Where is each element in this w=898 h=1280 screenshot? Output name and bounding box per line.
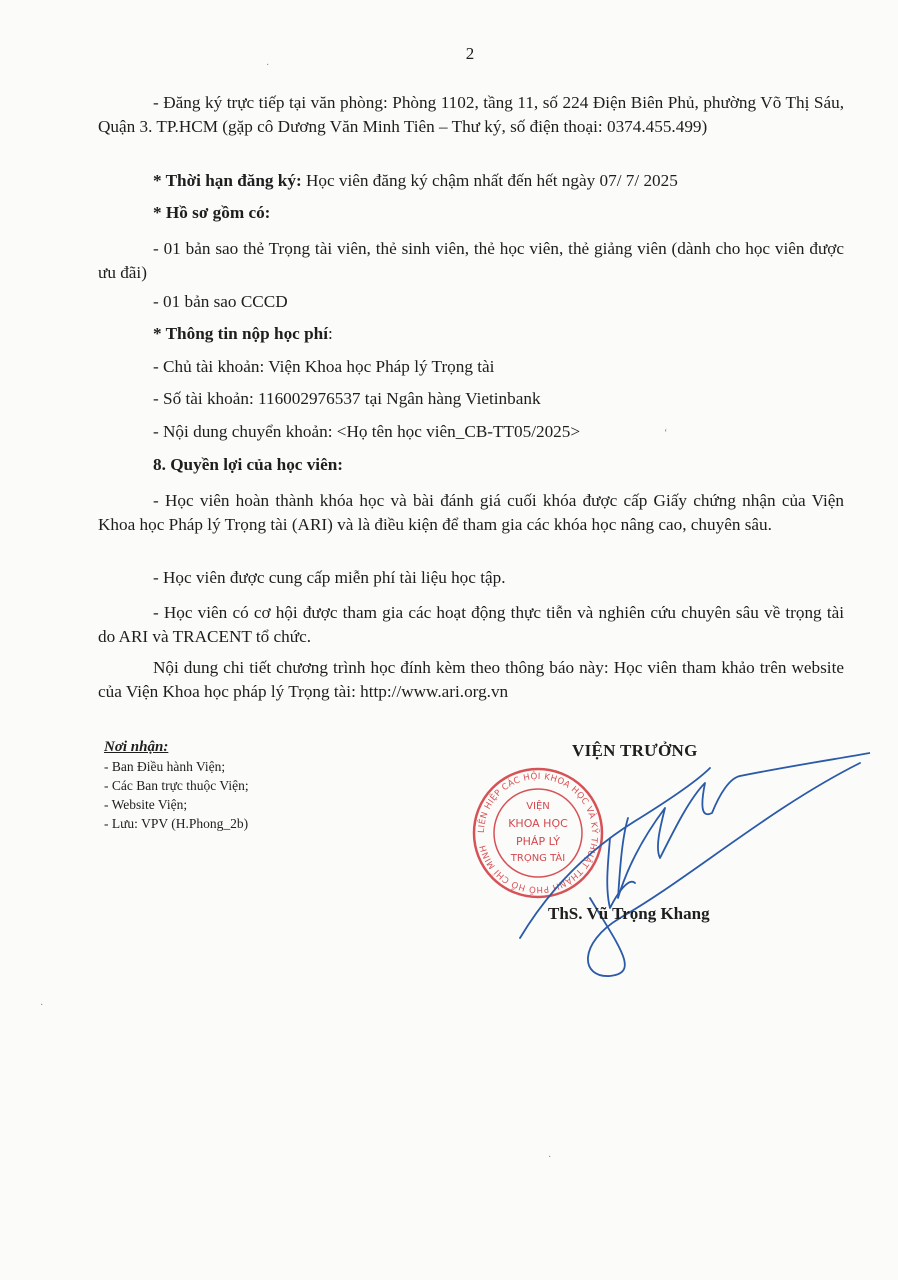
dossier-heading: * Hồ sơ gồm có: [153,203,271,222]
signer-title: VIỆN TRƯỞNG [572,741,698,760]
dossier-item-1: - 01 bản sao thẻ Trọng tài viên, thẻ sinh viên, thẻ học viên, thẻ giảng viên (dành cho học viên được ưu đãi) [98,239,844,282]
deadline-label: * Thời hạn đăng ký: [153,171,302,190]
benefit-3-block [98,601,844,648]
seal-line-1: VIỆN [526,801,550,812]
benefit-3: - Học viên có cơ hội được tham gia các hoạt động thực tiễn và nghiên cứu chuyên sâu về trọng tài do ARI và TRACENT tổ chức. [98,603,844,646]
benefit-2: - Học viên được cung cấp miễn phí tài liệu học tập. [153,568,506,587]
seal-line-2: KHOA HỌC [508,817,568,830]
fee-transfer-content: - Nội dung chuyển khoản: <Họ tên học viên_CB-TT05/2025> [153,422,581,441]
recipient-item: - Ban Điều hành Viện; [104,759,226,774]
document-body [98,91,844,138]
handwritten-signature [490,738,870,978]
recipients-block [104,738,249,833]
section-8-heading: 8. Quyền lợi của học viên: [153,455,343,474]
closing-block [98,656,844,703]
recipient-item: - Các Ban trực thuộc Viện; [104,778,249,793]
deadline-text: Học viên đăng ký chậm nhất đến hết ngày 07/ 7/ 2025 [301,171,678,190]
recipient-item: - Lưu: VPV (H.Phong_2b) [104,816,249,831]
benefit-1: - Học viên hoàn thành khóa học và bài đánh giá cuối khóa được cấp Giấy chứng nhận của Viện Khoa học Pháp lý Trọng tài (ARI) và là điều kiện để tham gia các khóa học nâng cao, chuyên sâu. [98,491,844,534]
seal-ring-text: LIÊN HIỆP CÁC HỘI KHOA HỌC VÀ KỸ THUẬT THÀNH PHỐ HỒ CHÍ MINH [476,771,600,895]
recipients-title: Nơi nhận: [104,739,169,755]
benefit-1-block [98,489,844,536]
page-number: 2 [465,44,475,63]
recipient-item: - Website Viện; [104,797,188,812]
dossier-item-2: - 01 bản sao CCCD [153,292,288,311]
signer-name: ThS. Vũ Trọng Khang [548,904,710,923]
fee-colon: : [327,324,333,343]
fee-account-holder: - Chủ tài khoản: Viện Khoa học Pháp lý Trọng tài [153,357,495,376]
seal-line-4: TRỌNG TÀI [510,853,566,864]
fee-label: * Thông tin nộp học phí [153,324,328,343]
fee-account-number: - Số tài khoản: 116002976537 tại Ngân hàng Vietinbank [153,389,541,408]
registration-office-paragraph: - Đăng ký trực tiếp tại văn phòng: Phòng 1102, tầng 11, số 224 Điện Biên Phủ, phường Võ Thị Sáu, Quận 3. TP.HCM (gặp cô Dương Văn Minh Tiên – Thư ký, số điện thoại: 0374.455.499) [98,93,844,136]
seal-line-3: PHÁP LÝ [516,835,560,848]
deadline-line [153,171,678,191]
fee-heading [153,324,333,344]
dossier-item-1-block [98,237,844,284]
closing-paragraph: Nội dung chi tiết chương trình học đính kèm theo thông báo này: Học viên tham khảo trên website của Viện Khoa học pháp lý Trọng tài: http://www.ari.org.vn [98,658,844,701]
